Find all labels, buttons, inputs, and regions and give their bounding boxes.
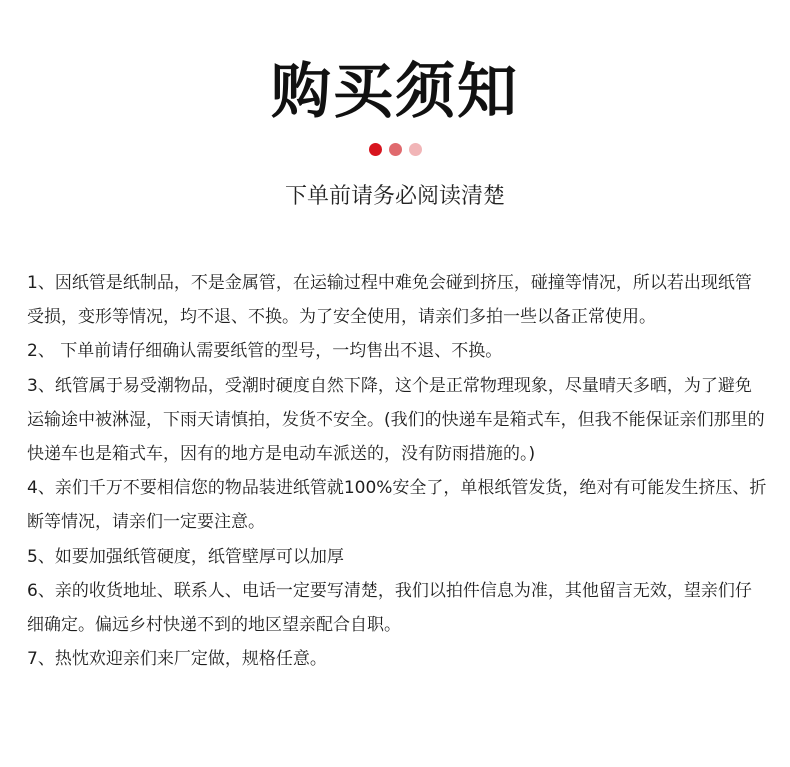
notes-list	[27, 266, 767, 676]
subtitle: 下单前请务必阅读清楚	[284, 184, 505, 209]
note-item: 6、亲的收货地址、联系人、电话一定要写清楚，我们以拍件信息为准，其他留言无效，望亲们仔细确定。偏远乡村快递不到的地区望亲配合自职。	[27, 580, 752, 636]
note-item: 1、因纸管是纸制品，不是金属管，在运输过程中难免会碰到挤压，碰撞等情况，所以若出现纸管受损，变形等情况，均不退、不换。为了安全使用，请亲们多拍一些以备正常使用。	[27, 273, 752, 328]
dot-icon	[409, 143, 422, 156]
note-item: 7、热忱欢迎亲们来厂定做，规格任意。	[27, 649, 327, 670]
note-item: 2、 下单前请仔细确认需要纸管的型号，一均售出不退、不换。	[27, 341, 503, 362]
page-title: 购买须知	[271, 57, 519, 127]
note-item: 5、如要加强纸管硬度，纸管壁厚可以加厚	[27, 546, 344, 567]
dot-icon	[369, 143, 382, 156]
note-item: 3、纸管属于易受潮物品，受潮时硬度自然下降，这个是正常物理现象，尽量晴天多晒，为了避免运输途中被淋湿，下雨天请慎拍，发货不安全。(我们的快递车是箱式车，但我不能保证亲们那里的快递车也是箱式车，因有的地方是电动车派送的，没有防雨措施的。)	[27, 375, 765, 465]
decorative-dots	[0, 143, 790, 156]
note-item: 4、亲们千万不要相信您的物品装进纸管就100%安全了，单根纸管发货，绝对有可能发生挤压、折断等情况，请亲们一定要注意。	[27, 478, 767, 533]
dot-icon	[389, 143, 402, 156]
